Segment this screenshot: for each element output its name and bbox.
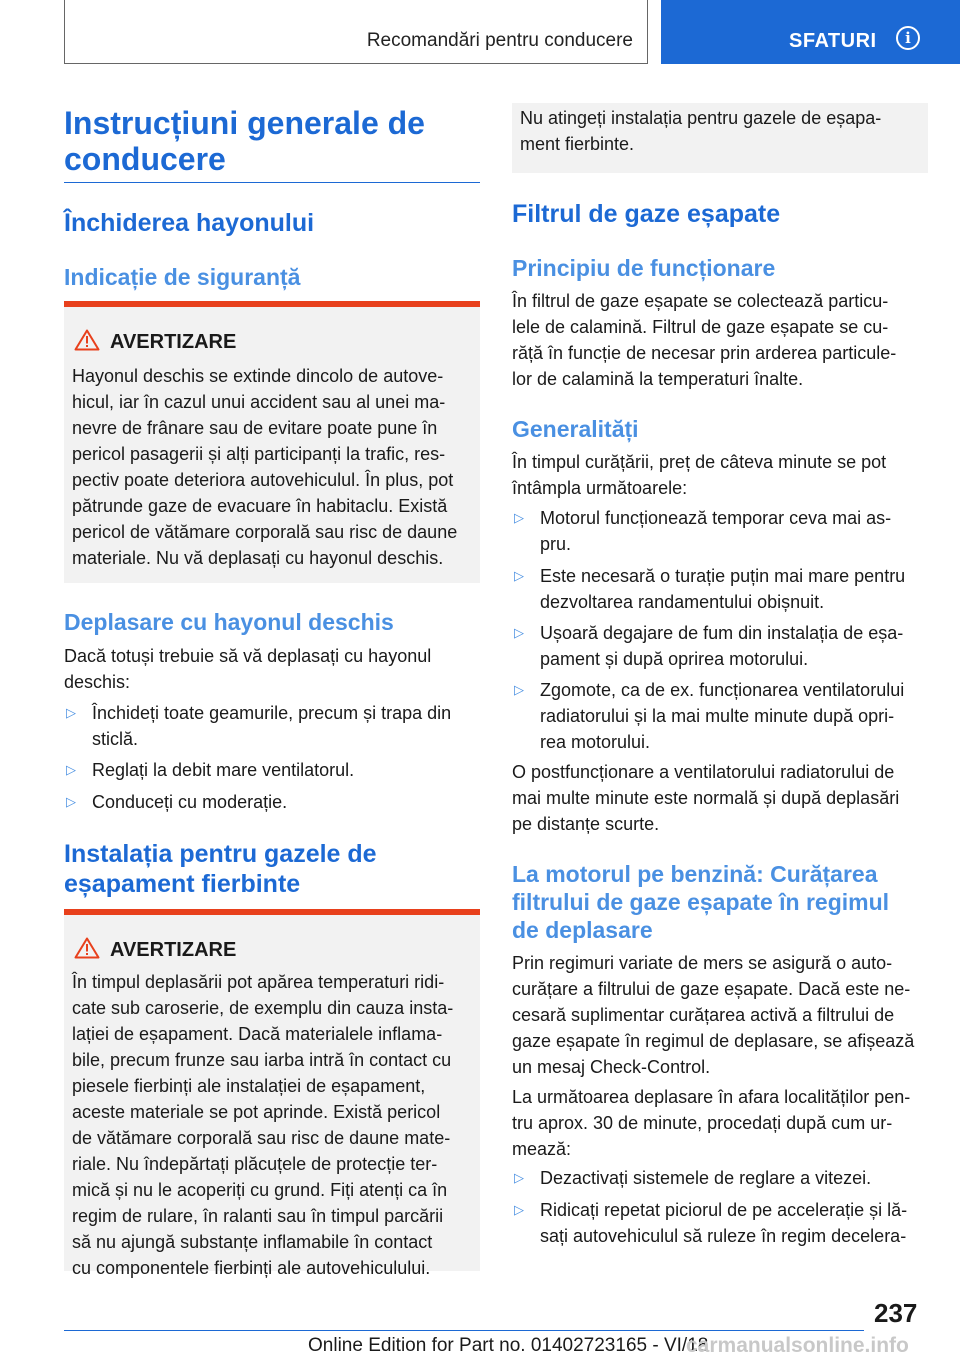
text-line: O postfuncționare a ventilatorului radiatorului de [512,762,895,782]
heading-line: de deplasare [512,917,653,943]
text-line: mai multe minute este normală și după deplasări [512,788,900,808]
warning-label: AVERTIZARE [110,331,237,353]
text-line: Conduceți cu moderație. [92,792,288,812]
heading-petrol [512,860,928,944]
text-line: deschis: [64,672,131,692]
text-line: mează: [512,1139,572,1159]
text-line: întâmpla următoarele: [512,478,688,498]
info-icon: i [896,26,920,50]
text-line: Dacă totuși trebuie să vă deplasați cu hayonul [64,646,432,666]
warning-text-exhaust [72,969,476,1281]
warning-line: de vătămare corporală sau risc de daune mate- [72,1128,451,1148]
paragraph-postrun [512,759,928,837]
text-line: Motorul funcționează temporar ceva mai as- [540,508,892,528]
warning-box-exhaust [64,909,480,1278]
note-text [520,105,924,157]
heading-exhaust [64,839,480,899]
text-line: Ușoară degajare de fum din instalația de eșa- [540,623,904,643]
warning-line: În timpul deplasării pot apărea temperaturi ridi- [72,972,445,992]
warning-text-tailgate [72,363,476,571]
heading-line: La motorul pe benzină: Curățarea [512,861,878,887]
text-line: rea motorului. [540,732,651,752]
heading-safety: Indicație de siguranță [64,264,301,290]
triangle-bullet-icon: ▷ [514,682,524,697]
text-line: lele de calamină. Filtrul de gaze eșapate se cu- [512,317,889,337]
text-line: pe distanțe scurte. [512,814,660,834]
text-line: pru. [540,534,572,554]
heading-line: eșapament fierbinte [64,870,301,898]
warning-line: materiale. Nu vă deplasați cu hayonul deschis. [72,548,444,568]
warning-line: cu componentele fierbinți ale autovehiculului. [72,1258,431,1278]
text-line: răță în funcție de necesar prin arderea particule- [512,343,897,363]
paragraph-petrol [512,950,928,1080]
footer-rule [64,1330,864,1331]
heading-open-tailgate: Deplasare cu hayonul deschis [64,609,394,635]
warning-line: hicul, iar în cazul unui accident sau al unei ma- [72,392,446,412]
text-line: Este necesară o turație puțin mai mare pentru [540,566,906,586]
warning-line: pectiv poate deteriora autovehiculul. În plus, pot [72,470,454,490]
text-line: pament și după oprirea motorului. [540,649,809,669]
paragraph-next-drive [512,1084,928,1162]
list-item [512,677,928,755]
page-number: 237 [874,1298,918,1328]
warning-line: aceste materiale se pot aprinde. Există pericol [72,1102,441,1122]
warning-line: lației de eșapament. Dacă materialele inflama- [72,1024,443,1044]
text-line: gaze eșapate în regimul de deplasare, se afișează [512,1031,915,1051]
heading-line: Instalația pentru gazele de [64,840,377,868]
text-line: radiatorului și la mai multe minute după opri- [540,706,895,726]
text-line: lor de calamină la temperaturi înalte. [512,369,804,389]
warning-line: să nu ajungă substanțe inflamabile în contact [72,1232,433,1252]
list-item [512,1197,928,1249]
title-rule [64,182,480,183]
list-item [512,563,928,615]
triangle-bullet-icon: ▷ [514,510,524,525]
triangle-bullet-icon: ▷ [514,1170,524,1185]
text-line: În timpul curățării, preț de câteva minute se pot [512,452,887,472]
list-item [64,757,480,783]
warning-line: riale. Nu îndepărtați plăcuțele de protecție ter- [72,1154,438,1174]
text-line: tru aprox. 30 de minute, procedați după cum ur- [512,1113,893,1133]
header-tab[interactable] [661,0,960,64]
text-line: Dezactivați sistemele de reglare a vitezei. [540,1168,872,1188]
text-line: Prin regimuri variate de mers se asigură o auto- [512,953,893,973]
page-title: Instrucțiuni generale de conducere [64,105,425,177]
paragraph-principle [512,288,928,392]
text-line: La următoarea deplasare în afara localităților pen- [512,1087,911,1107]
heading-filter: Filtrul de gaze eșapate [512,200,781,228]
warning-line: bile, precum frunze sau iarba intră în contact cu [72,1050,452,1070]
list-item [64,789,480,815]
header-section-title: Recomandări pentru conducere [366,30,633,51]
text-line: În filtrul de gaze eșapate se colectează particu- [512,291,889,311]
text-line: Reglați la debit mare ventilatorul. [92,760,355,780]
text-line: sați autovehiculul să ruleze în regim decelera- [540,1226,907,1246]
text-line: Zgomote, ca de ex. funcționarea ventilatorului [540,680,905,700]
warning-triangle-icon [74,329,100,351]
list-item [64,700,480,752]
paragraph-general [512,449,928,501]
heading-line: filtrului de gaze eșapate în regimul [512,889,890,915]
header-section-box [64,0,648,64]
heading-principle: Principiu de funcționare [512,255,776,281]
text-line: cesară suplimentar curățarea activă a filtrului de [512,1005,895,1025]
text-line: un mesaj Check-Control. [512,1057,711,1077]
warning-line: pătrunde gaze de evacuare în habitaclu. Există [72,496,448,516]
warning-line: mică și nu le acoperiți cu grund. Fiți atenți ca în [72,1180,448,1200]
text-line: curățare a filtrului de gaze eșapate. Dacă este ne- [512,979,911,999]
warning-header [74,937,236,965]
triangle-bullet-icon: ▷ [66,762,76,777]
triangle-bullet-icon: ▷ [66,794,76,809]
triangle-bullet-icon: ▷ [66,705,76,720]
list-item [512,620,928,672]
warning-line: pericol pasagerii și alți participanți la trafic, res- [72,444,446,464]
footer-edition: Online Edition for Part no. 01402723165 - VI/18 [308,1335,709,1356]
triangle-bullet-icon: ▷ [514,1202,524,1217]
header-tab-label: SFATURI [789,30,877,52]
watermark: carmanualsonline.info [686,1334,909,1357]
warning-line: piesele fierbinți ale instalației de eșapament, [72,1076,426,1096]
warning-line: Hayonul deschis se extinde dincolo de autove- [72,366,444,386]
text-line: Nu atingeți instalația pentru gazele de eșapa- [520,108,882,128]
warning-triangle-icon [74,937,100,959]
warning-line: nevre de frânare sau de evitare poate pune în [72,418,438,438]
list-item [512,505,928,557]
text-line: Ridicați repetat piciorul de pe accelerație și lă- [540,1200,908,1220]
triangle-bullet-icon: ▷ [514,625,524,640]
text-line: dezvoltarea randamentului obișnuit. [540,592,825,612]
warning-header [74,329,236,357]
triangle-bullet-icon: ▷ [514,568,524,583]
text-line: sticlă. [92,729,139,749]
list-item [512,1165,928,1191]
warning-line: pericol de vătămare corporală sau risc de daune [72,522,458,542]
warning-line: cate sub caroserie, de exemplu din cauza insta- [72,998,454,1018]
warning-label: AVERTIZARE [110,939,237,961]
text-line: ment fierbinte. [520,134,635,154]
warning-line: regim de rulare, în ralanti sau în timpul parcării [72,1206,444,1226]
heading-tailgate: Închiderea hayonului [64,209,315,237]
text-line: Închideți toate geamurile, precum și trapa din [92,703,452,723]
note-box [512,103,928,173]
heading-general: Generalități [512,416,639,442]
warning-box-tailgate [64,301,480,583]
paragraph-open-intro [64,643,480,695]
